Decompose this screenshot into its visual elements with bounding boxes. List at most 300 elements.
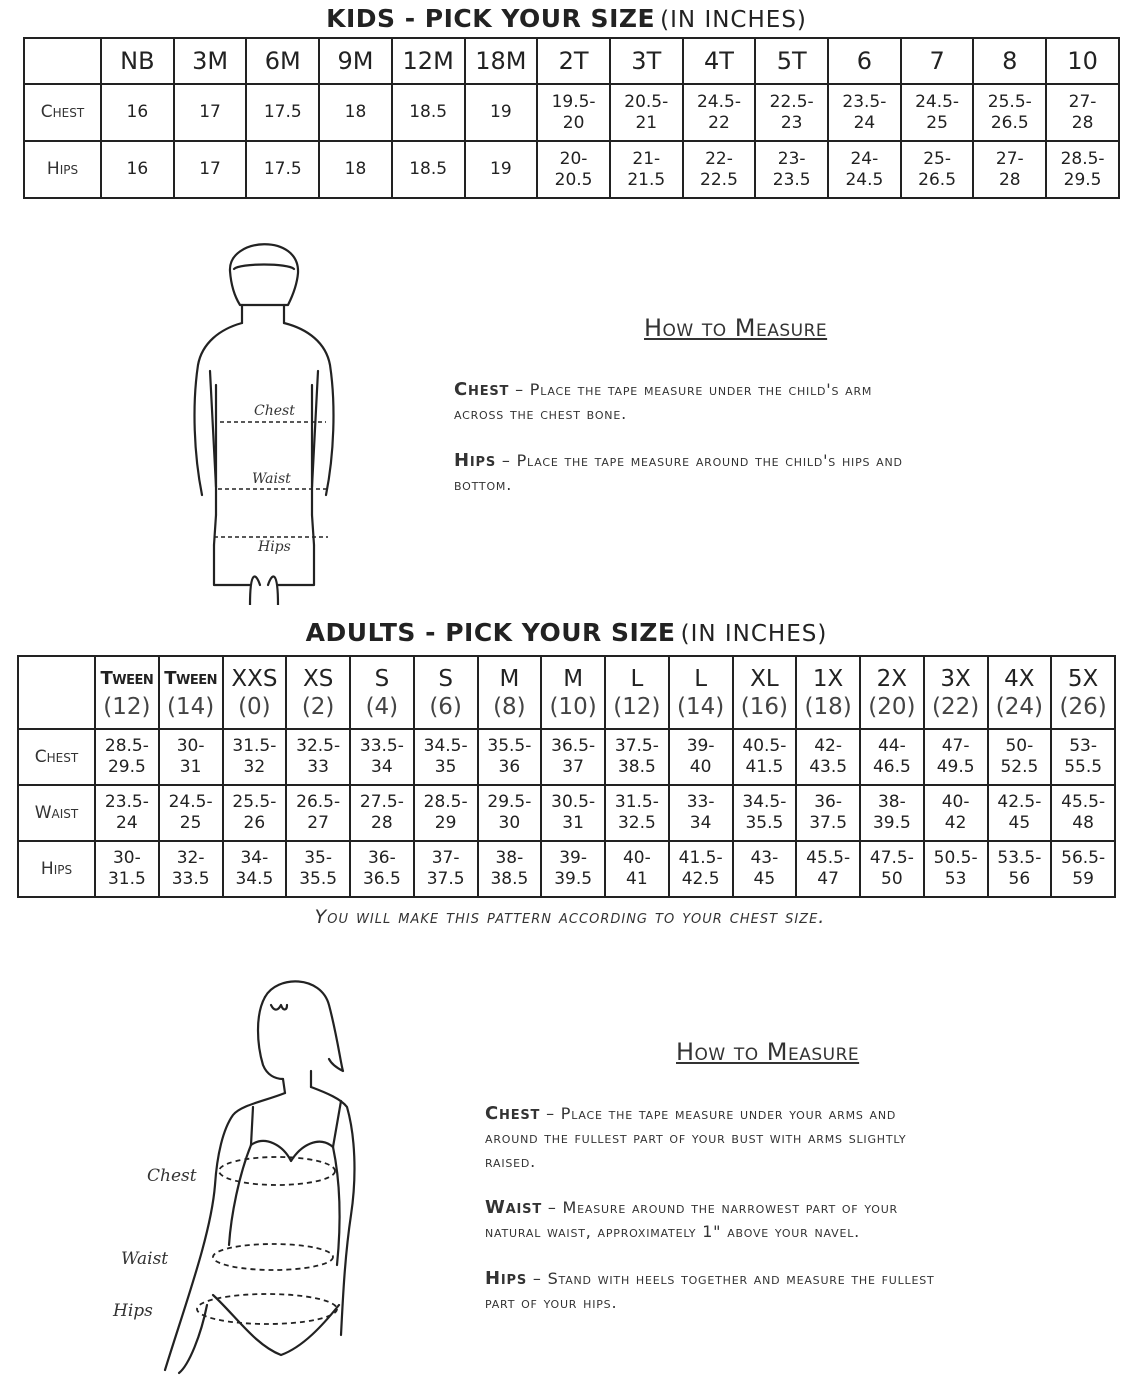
measurement-value: 23 xyxy=(780,112,803,133)
instruction-text: across the chest bone. xyxy=(454,404,627,423)
measurement-value: 24 xyxy=(116,813,138,833)
measurement-value: 17.5 xyxy=(263,102,302,122)
size-number: (6) xyxy=(429,693,462,720)
measurement-value: 41 xyxy=(626,869,648,889)
measurement-value: 38- xyxy=(877,792,906,812)
measurement-value: 20.5 xyxy=(554,169,593,190)
measurement-cell xyxy=(605,785,669,841)
measurement-value: 27 xyxy=(307,813,329,833)
measurement-cell xyxy=(669,841,733,897)
size-label: XXS xyxy=(231,665,278,692)
measurement-value: 31.5- xyxy=(614,792,659,812)
size-header-cell xyxy=(924,656,988,729)
measurement-cell xyxy=(174,84,247,141)
measurement-value: 20.5- xyxy=(624,91,669,112)
measurement-value: 26.5 xyxy=(918,169,957,190)
measurement-value: 35 xyxy=(434,757,457,777)
measurement-value: 19.5- xyxy=(551,91,596,112)
measurement-value: 34- xyxy=(240,848,269,868)
adults-chest-row xyxy=(18,729,1115,785)
row-label: Chest xyxy=(24,84,101,141)
measurement-value: 31 xyxy=(179,757,202,777)
measurement-value: 16 xyxy=(126,159,149,179)
size-header-cell xyxy=(95,656,159,729)
size-number: (4) xyxy=(365,693,399,720)
measurement-cell xyxy=(537,141,610,198)
measurement-cell xyxy=(1046,84,1119,141)
measurement-value: 29.5- xyxy=(487,792,532,812)
measurement-cell xyxy=(541,785,605,841)
measurement-cell xyxy=(319,141,392,198)
size-label: 1X xyxy=(812,665,844,692)
kids-title xyxy=(0,4,1133,33)
measurement-cell xyxy=(478,729,542,785)
size-header-cell xyxy=(286,656,350,729)
size-header-cell: 9M xyxy=(319,38,392,84)
measurement-value: 52.5 xyxy=(1000,757,1039,777)
measurement-value: 47.5- xyxy=(869,848,914,868)
size-number: (14) xyxy=(167,693,215,720)
measurement-cell xyxy=(988,729,1052,785)
adults-how-to-measure-title: How to Measure xyxy=(676,1038,860,1066)
size-number: (18) xyxy=(804,693,852,720)
adults-size-table xyxy=(17,655,1116,898)
measurement-value: 37.5 xyxy=(426,869,465,889)
measurement-value: 46.5 xyxy=(872,757,911,777)
measurement-value: 21 xyxy=(635,112,658,133)
size-header-cell xyxy=(159,656,223,729)
measurement-value: 36- xyxy=(814,792,843,812)
size-number: (12) xyxy=(103,693,151,720)
measurement-value: 37 xyxy=(562,757,584,777)
measurement-value: 32.5- xyxy=(296,736,341,756)
instruction-label: Chest xyxy=(454,379,510,400)
measurement-value: 28 xyxy=(998,169,1021,190)
measurement-value: 37- xyxy=(431,848,460,868)
measurement-cell xyxy=(478,841,542,897)
instruction-text: natural waist, approximately 1" above your navel. xyxy=(485,1222,861,1241)
row-label: Waist xyxy=(18,785,95,841)
measurement-cell xyxy=(733,729,797,785)
measurement-cell xyxy=(828,84,901,141)
kids-hips-instruction xyxy=(454,449,903,497)
size-header-cell xyxy=(796,656,860,729)
measurement-cell xyxy=(414,841,478,897)
measurement-value: 39.5 xyxy=(554,869,593,889)
measurement-cell xyxy=(159,729,223,785)
measurement-cell xyxy=(95,785,159,841)
measurement-value: 28 xyxy=(371,813,393,833)
measurement-value: 50 xyxy=(881,869,903,889)
size-number: (22) xyxy=(932,693,980,720)
measurement-value: 28.5- xyxy=(104,736,149,756)
measurement-cell xyxy=(541,841,605,897)
measurement-value: 41.5- xyxy=(678,848,723,868)
measurement-cell xyxy=(988,785,1052,841)
adults-size-header-row xyxy=(18,656,1115,729)
measurement-cell xyxy=(465,141,538,198)
measurement-cell xyxy=(1046,141,1119,198)
measurement-value: 18 xyxy=(344,102,367,122)
measurement-cell xyxy=(924,841,988,897)
adults-chest-instruction xyxy=(485,1102,906,1174)
measurement-cell xyxy=(159,785,223,841)
measurement-cell xyxy=(924,785,988,841)
measurement-value: 30- xyxy=(112,848,141,868)
measurement-cell xyxy=(901,141,974,198)
measurement-value: 36- xyxy=(367,848,396,868)
measurement-value: 19 xyxy=(490,102,512,122)
child-chest-label: Chest xyxy=(254,403,295,419)
measurement-cell xyxy=(465,84,538,141)
measurement-value: 18 xyxy=(344,159,367,179)
measurement-value: 49.5 xyxy=(936,757,975,777)
measurement-value: 28.5- xyxy=(1060,148,1105,169)
measurement-value: 18.5 xyxy=(409,102,448,122)
measurement-cell xyxy=(414,729,478,785)
row-label: Hips xyxy=(24,141,101,198)
size-header-cell xyxy=(414,656,478,729)
kids-size-header-row xyxy=(24,38,1119,84)
size-header-cell: 6 xyxy=(828,38,901,84)
measurement-value: 17.5 xyxy=(263,159,302,179)
measurement-cell xyxy=(223,785,287,841)
measurement-cell xyxy=(392,84,465,141)
measurement-value: 35.5- xyxy=(487,736,532,756)
measurement-cell xyxy=(973,84,1046,141)
size-header-cell: 6M xyxy=(246,38,319,84)
size-header-cell xyxy=(223,656,287,729)
size-number: (2) xyxy=(301,693,335,720)
measurement-cell xyxy=(669,785,733,841)
size-number: (14) xyxy=(677,693,725,720)
measurement-cell xyxy=(101,141,174,198)
measurement-value: 22 xyxy=(708,112,730,133)
measurement-value: 40- xyxy=(941,792,970,812)
measurement-value: 34.5- xyxy=(423,736,468,756)
measurement-value: 29.5 xyxy=(107,757,146,777)
measurement-value: 44- xyxy=(877,736,906,756)
measurement-value: 42 xyxy=(944,813,967,833)
measurement-value: 24- xyxy=(850,148,879,169)
size-header-cell: 2T xyxy=(537,38,610,84)
measurement-cell xyxy=(796,785,860,841)
size-label: M xyxy=(563,665,584,692)
measurement-value: 43.5 xyxy=(809,757,848,777)
measurement-cell xyxy=(733,841,797,897)
measurement-value: 30 xyxy=(498,813,521,833)
measurement-value: 50- xyxy=(1005,736,1034,756)
measurement-cell xyxy=(174,141,247,198)
measurement-cell xyxy=(683,84,756,141)
measurement-value: 37.5- xyxy=(614,736,659,756)
size-label: S xyxy=(438,665,453,692)
measurement-value: 19 xyxy=(490,159,512,179)
measurement-cell xyxy=(755,84,828,141)
measurement-value: 25 xyxy=(926,112,948,133)
measurement-value: 22.5 xyxy=(700,169,738,190)
measurement-value: 22- xyxy=(705,148,733,169)
measurement-value: 36 xyxy=(498,757,521,777)
measurement-cell xyxy=(669,729,733,785)
measurement-value: 42.5- xyxy=(997,792,1042,812)
measurement-cell xyxy=(537,84,610,141)
measurement-value: 34 xyxy=(371,757,393,777)
corner-cell xyxy=(24,38,101,84)
adults-title-unit: (IN INCHES) xyxy=(680,621,828,647)
measurement-value: 32.5 xyxy=(617,813,656,833)
size-label: XL xyxy=(750,665,779,692)
size-header-cell xyxy=(1051,656,1115,729)
measurement-value: 23- xyxy=(777,148,806,169)
measurement-cell xyxy=(860,841,924,897)
measurement-cell xyxy=(1051,841,1115,897)
measurement-value: 20 xyxy=(562,112,585,133)
measurement-cell xyxy=(796,729,860,785)
child-hips-label: Hips xyxy=(258,539,291,555)
measurement-cell xyxy=(541,729,605,785)
measurement-value: 27- xyxy=(1068,91,1097,112)
instruction-text: – Place the tape measure under the child's arm xyxy=(509,380,873,399)
measurement-cell xyxy=(350,729,414,785)
instruction-text: – Place the tape measure around the child's hips and xyxy=(496,451,903,470)
measurement-cell xyxy=(755,141,828,198)
instruction-text: bottom. xyxy=(454,475,513,494)
size-header-cell xyxy=(478,656,542,729)
size-label: XS xyxy=(302,665,334,692)
measurement-value: 18.5 xyxy=(409,159,448,179)
woman-chest-label: Chest xyxy=(147,1166,197,1186)
size-header-cell: 3M xyxy=(174,38,247,84)
size-label: Tween xyxy=(164,667,217,689)
measurement-value: 40.5- xyxy=(742,736,787,756)
measurement-cell xyxy=(223,841,287,897)
size-header-cell xyxy=(605,656,669,729)
size-header-cell: 4T xyxy=(683,38,756,84)
instruction-text: – Stand with heels together and measure the fullest xyxy=(527,1269,935,1288)
measurement-cell xyxy=(1051,785,1115,841)
size-number: (10) xyxy=(549,693,597,720)
instruction-text: raised. xyxy=(485,1152,537,1171)
size-label: 2X xyxy=(876,665,908,692)
measurement-value: 28 xyxy=(1071,112,1094,133)
kids-size-table xyxy=(23,37,1120,199)
measurement-value: 53.5- xyxy=(997,848,1042,868)
measurement-value: 34.5 xyxy=(235,869,274,889)
size-number: (16) xyxy=(740,693,788,720)
measurement-cell xyxy=(605,729,669,785)
measurement-value: 17 xyxy=(199,102,221,122)
measurement-value: 33.5- xyxy=(359,736,404,756)
measurement-value: 56 xyxy=(1008,869,1031,889)
row-label: Hips xyxy=(18,841,95,897)
size-header-cell: 5T xyxy=(755,38,828,84)
measurement-cell xyxy=(286,785,350,841)
measurement-value: 24.5 xyxy=(845,169,884,190)
chest-size-note: You will make this pattern according to your chest size. xyxy=(314,906,826,928)
instruction-label: Chest xyxy=(485,1103,541,1124)
measurement-value: 30- xyxy=(176,736,205,756)
measurement-value: 33- xyxy=(686,792,715,812)
measurement-value: 35.5 xyxy=(299,869,338,889)
measurement-value: 28.5- xyxy=(423,792,468,812)
size-label: L xyxy=(630,665,644,692)
size-number: (12) xyxy=(613,693,661,720)
size-header-cell xyxy=(860,656,924,729)
kids-chest-row xyxy=(24,84,1119,141)
measurement-cell xyxy=(392,141,465,198)
instruction-label: Waist xyxy=(485,1197,542,1218)
measurement-value: 59 xyxy=(1072,869,1094,889)
measurement-cell xyxy=(796,841,860,897)
measurement-value: 24 xyxy=(853,112,876,133)
size-number: (20) xyxy=(868,693,916,720)
measurement-value: 34.5- xyxy=(742,792,787,812)
measurement-value: 45.5- xyxy=(1061,792,1106,812)
measurement-cell xyxy=(973,141,1046,198)
measurement-value: 53- xyxy=(1069,736,1098,756)
size-label: Tween xyxy=(100,667,154,689)
size-header-cell: 8 xyxy=(973,38,1046,84)
size-label: S xyxy=(374,665,390,692)
kids-hips-row xyxy=(24,141,1119,198)
measurement-cell xyxy=(223,729,287,785)
measurement-cell xyxy=(610,84,683,141)
measurement-cell xyxy=(605,841,669,897)
size-label: L xyxy=(694,665,708,692)
measurement-value: 47 xyxy=(817,869,839,889)
measurement-value: 40 xyxy=(689,757,712,777)
measurement-value: 38.5 xyxy=(617,757,656,777)
size-header-cell xyxy=(541,656,605,729)
measurement-cell xyxy=(350,785,414,841)
size-label: 5X xyxy=(1067,665,1099,692)
woman-waist-label: Waist xyxy=(121,1249,169,1269)
measurement-value: 25- xyxy=(923,148,951,169)
measurement-value: 42.5 xyxy=(681,869,720,889)
measurement-value: 23.5- xyxy=(104,792,149,812)
measurement-value: 21- xyxy=(632,148,661,169)
measurement-value: 56.5- xyxy=(1061,848,1106,868)
measurement-cell xyxy=(610,141,683,198)
measurement-value: 25.5- xyxy=(987,91,1032,112)
measurement-value: 45.5- xyxy=(806,848,851,868)
woman-hips-label: Hips xyxy=(113,1301,153,1321)
measurement-cell xyxy=(286,729,350,785)
size-header-cell xyxy=(733,656,797,729)
measurement-value: 26.5 xyxy=(990,112,1029,133)
measurement-value: 16 xyxy=(126,102,149,122)
size-header-cell: 12M xyxy=(392,38,465,84)
measurement-value: 29.5 xyxy=(1063,169,1102,190)
adults-waist-instruction xyxy=(485,1196,898,1244)
measurement-value: 39- xyxy=(686,736,715,756)
measurement-value: 43- xyxy=(750,848,779,868)
size-number: (26) xyxy=(1059,693,1107,720)
measurement-value: 40- xyxy=(622,848,651,868)
size-number: (8) xyxy=(493,693,526,720)
measurement-cell xyxy=(414,785,478,841)
measurement-value: 22.5- xyxy=(769,91,814,112)
measurement-cell xyxy=(733,785,797,841)
measurement-value: 42- xyxy=(814,736,843,756)
measurement-value: 23.5- xyxy=(842,91,887,112)
size-label: 3X xyxy=(940,665,971,692)
size-header-cell: 7 xyxy=(901,38,974,84)
measurement-cell xyxy=(101,84,174,141)
measurement-value: 31 xyxy=(562,813,584,833)
adults-hips-row xyxy=(18,841,1115,897)
measurement-cell xyxy=(350,841,414,897)
corner-cell xyxy=(18,656,95,729)
adults-title-text: ADULTS - PICK YOUR SIZE xyxy=(305,618,676,647)
size-header-cell xyxy=(669,656,733,729)
measurement-cell xyxy=(901,84,974,141)
measurement-value: 39- xyxy=(559,848,588,868)
instruction-label: Hips xyxy=(485,1268,527,1289)
measurement-value: 25 xyxy=(179,813,202,833)
measurement-cell xyxy=(860,785,924,841)
size-number: (24) xyxy=(995,693,1043,720)
measurement-value: 39.5 xyxy=(872,813,911,833)
measurement-value: 21.5 xyxy=(627,169,666,190)
measurement-cell xyxy=(828,141,901,198)
measurement-value: 33 xyxy=(307,757,329,777)
measurement-value: 38- xyxy=(495,848,524,868)
measurement-value: 27- xyxy=(995,148,1024,169)
measurement-cell xyxy=(159,841,223,897)
kids-title-unit: (IN INCHES) xyxy=(660,7,807,33)
instruction-label: Hips xyxy=(454,450,496,471)
measurement-cell xyxy=(246,84,319,141)
row-label: Chest xyxy=(18,729,95,785)
measurement-value: 35.5 xyxy=(745,813,784,833)
adults-hips-instruction xyxy=(485,1267,935,1315)
measurement-value: 24.5- xyxy=(168,792,213,812)
measurement-value: 50.5- xyxy=(933,848,978,868)
measurement-value: 20- xyxy=(559,148,588,169)
size-header-cell xyxy=(988,656,1052,729)
measurement-value: 47- xyxy=(941,736,970,756)
measurement-value: 17 xyxy=(199,159,221,179)
size-label: 4X xyxy=(1004,665,1035,692)
measurement-value: 32 xyxy=(243,757,266,777)
measurement-value: 37.5 xyxy=(809,813,848,833)
measurement-value: 38.5 xyxy=(490,869,529,889)
measurement-value: 45 xyxy=(753,869,776,889)
measurement-value: 32- xyxy=(176,848,205,868)
kids-chest-instruction xyxy=(454,378,872,426)
measurement-value: 23.5 xyxy=(772,169,811,190)
measurement-value: 31.5- xyxy=(232,736,277,756)
measurement-cell xyxy=(683,141,756,198)
measurement-value: 25.5- xyxy=(232,792,277,812)
measurement-value: 48 xyxy=(1072,813,1094,833)
measurement-cell xyxy=(860,729,924,785)
kids-title-text: KIDS - PICK YOUR SIZE xyxy=(326,4,656,33)
adults-title xyxy=(0,618,1133,647)
instruction-text: – Place the tape measure under your arms and xyxy=(540,1104,897,1123)
size-number: (0) xyxy=(238,693,271,720)
measurement-cell xyxy=(1051,729,1115,785)
measurement-value: 34 xyxy=(689,813,712,833)
measurement-value: 35- xyxy=(304,848,333,868)
measurement-cell xyxy=(924,729,988,785)
measurement-cell xyxy=(95,841,159,897)
size-header-cell: 18M xyxy=(465,38,538,84)
woman-figure-illustration xyxy=(105,975,395,1375)
measurement-cell xyxy=(286,841,350,897)
